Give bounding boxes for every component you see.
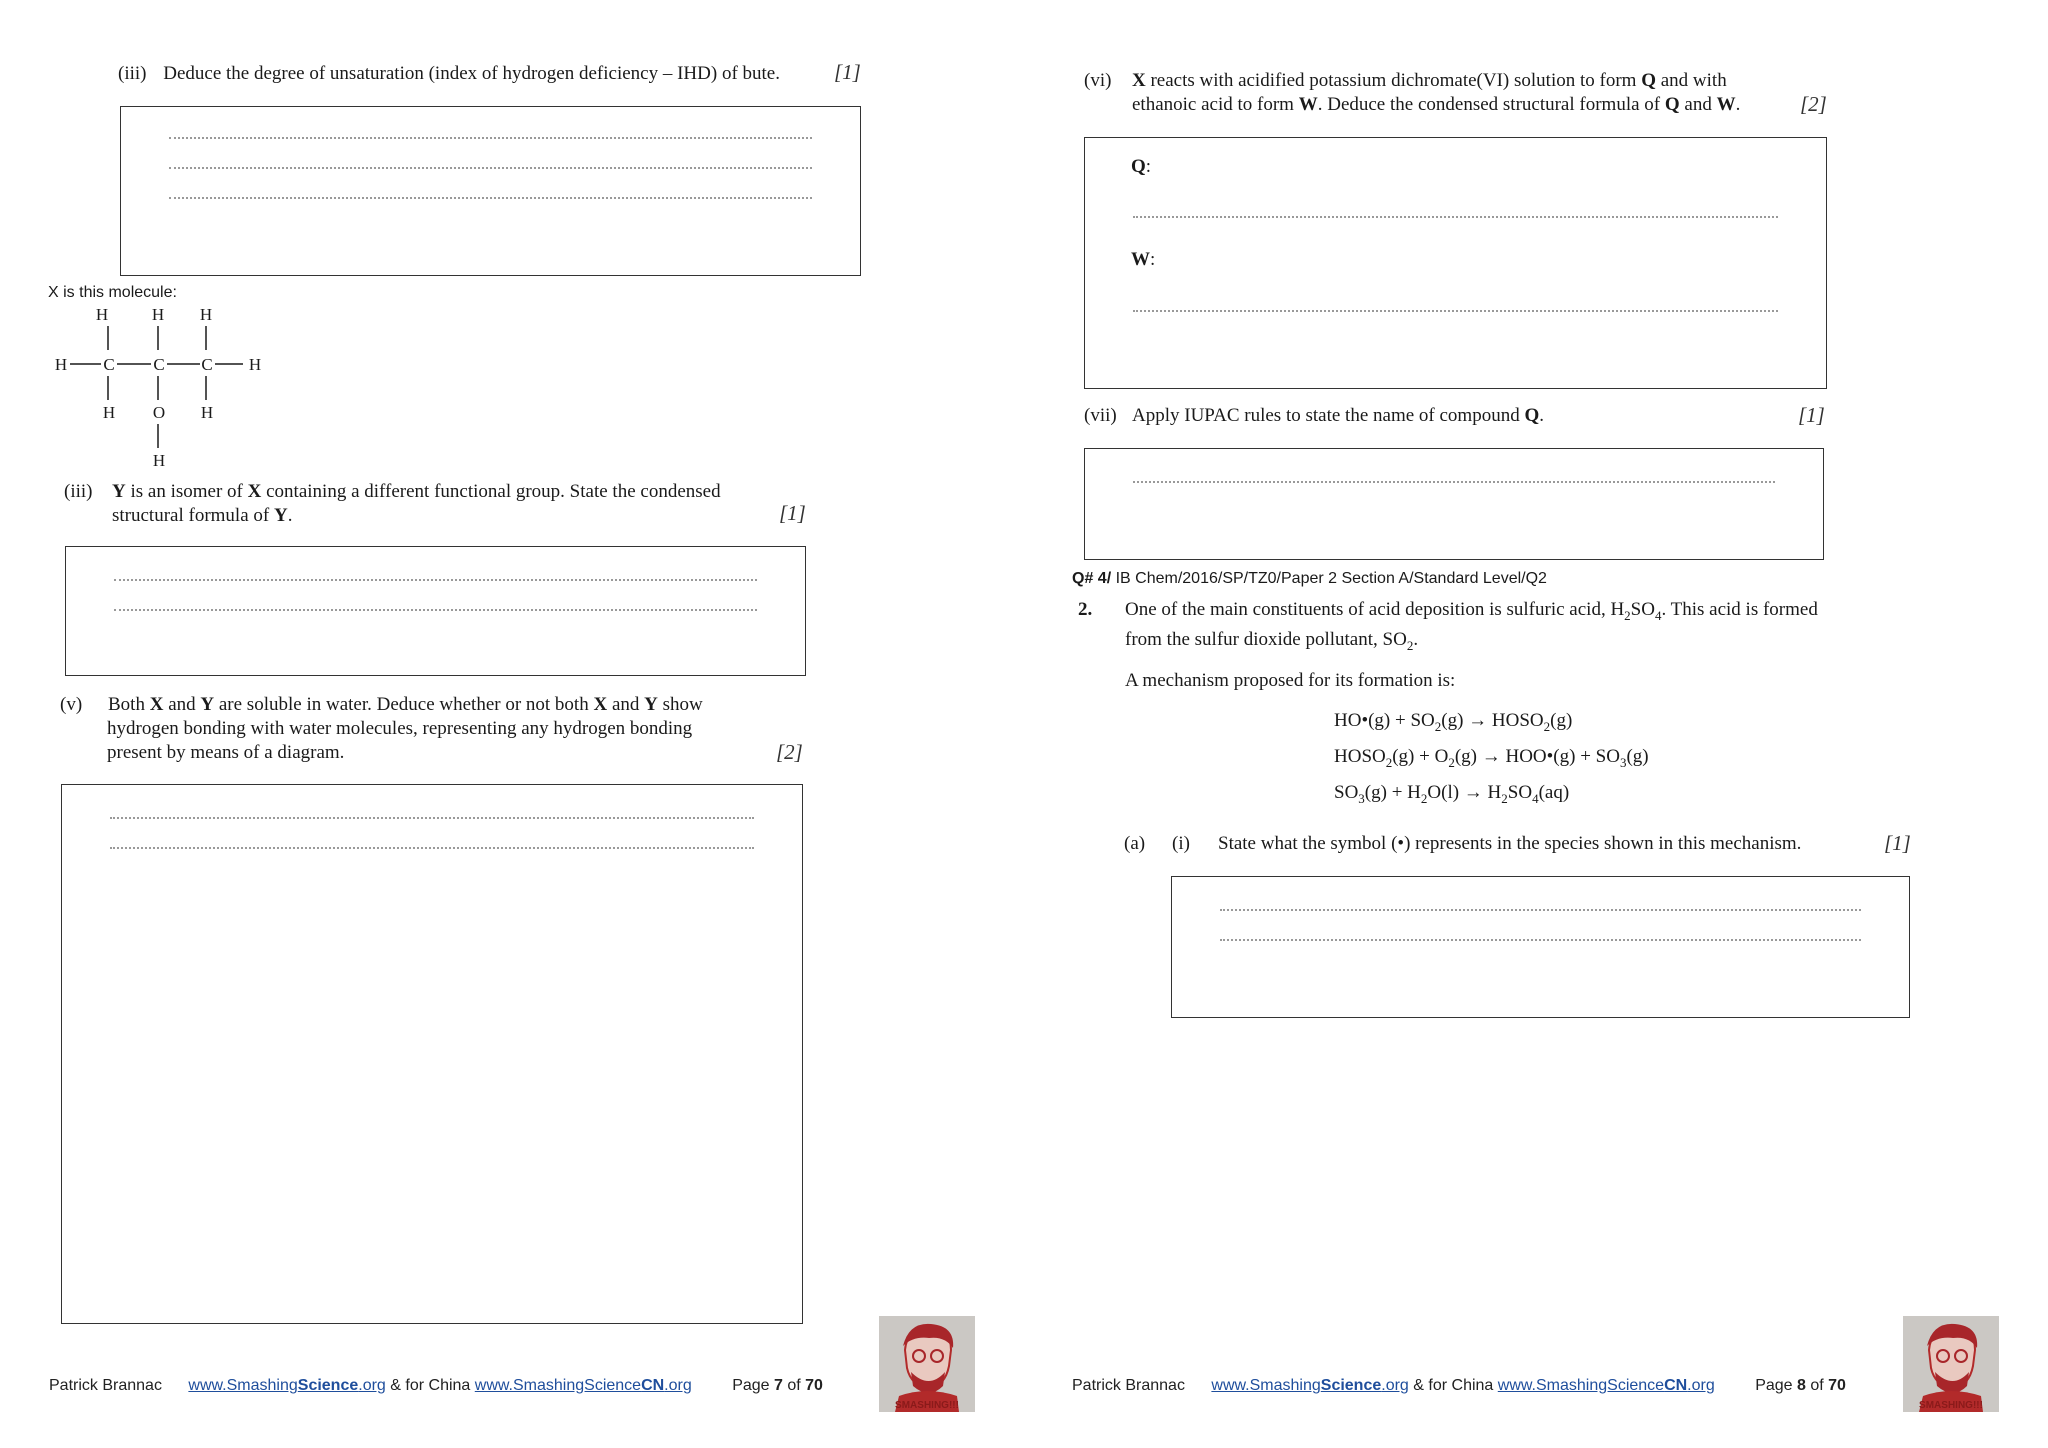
question-text: is an isomer of — [125, 481, 248, 502]
question-iii-ihd — [118, 62, 780, 86]
question-vi-dichromate — [1084, 69, 1784, 117]
marks-label: [1] — [779, 501, 806, 525]
answer-box-isomer[interactable] — [65, 546, 806, 676]
question-number: 2. — [1078, 599, 1093, 620]
footer-author: Patrick Brannac — [1072, 1377, 1185, 1394]
punctuation: . — [287, 505, 293, 526]
page-footer — [1072, 1377, 1846, 1395]
mechanism-intro: A mechanism proposed for its formation is: — [1125, 670, 1456, 691]
answer-line — [110, 847, 754, 849]
answer-line — [169, 167, 812, 169]
answer-box-hydrogen-bonding[interactable] — [61, 784, 803, 1324]
atom-o: O — [152, 403, 166, 422]
molecule-x-ref: X — [1132, 70, 1146, 91]
question-text: ethanoic acid to form — [1132, 94, 1299, 115]
molecule-y-ref: Y — [112, 481, 126, 502]
answer-line — [1133, 310, 1778, 312]
china-site-link[interactable]: www.SmashingScienceCN.org — [1497, 1377, 1715, 1394]
question-text: present by means of a diagram. — [107, 742, 345, 763]
subpart-label: (i) — [1172, 833, 1190, 854]
molecule-x-ref: X — [247, 481, 262, 502]
equation-3: $SO_3(g) + H_2O(l) \to H_2SO_4(aq)$ — [1334, 781, 1570, 806]
smashing-logo — [1903, 1316, 1999, 1412]
page-number: Page 8 of 70 — [1755, 1377, 1846, 1394]
page-number: Page 7 of 70 — [732, 1377, 823, 1394]
question-text: Both — [108, 694, 150, 715]
mechanism-equations — [1334, 706, 1649, 813]
question-number: (v) — [60, 694, 83, 715]
answer-label-w: W: — [1131, 249, 1156, 270]
answer-box-symbol[interactable] — [1171, 876, 1910, 1018]
answer-box-ihd[interactable] — [120, 106, 861, 276]
answer-line — [1133, 481, 1775, 483]
question-text: and — [1679, 94, 1717, 115]
molecule-y-ref: Y — [644, 694, 658, 715]
marks-label: [1] — [1798, 403, 1825, 427]
smashing-logo — [879, 1316, 975, 1412]
question-source-header: Q# 4/ IB Chem/2016/SP/TZ0/Paper 2 Section A/Standard Level/Q2 — [1072, 570, 1547, 587]
cartoon-face-icon — [879, 1316, 975, 1412]
logo-text: SMASHING!!! — [895, 1400, 959, 1411]
marks-label: [2] — [776, 740, 803, 764]
answer-line — [114, 579, 757, 581]
footer-author: Patrick Brannac — [49, 1377, 162, 1394]
answer-line — [169, 197, 812, 199]
page-footer — [49, 1377, 823, 1395]
compound-q-ref: Q — [1641, 70, 1656, 91]
cartoon-face-icon — [1903, 1316, 1999, 1412]
atom-c: C — [103, 355, 115, 374]
question-text: reacts with acidified potassium dichromate(VI) solution to form — [1145, 70, 1642, 91]
compound-w-ref: W — [1298, 94, 1318, 115]
question-number: (iii) — [118, 63, 147, 84]
question-text: structural formula of — [112, 505, 274, 526]
molecule-y-ref: Y — [200, 694, 215, 715]
footer-text: & for China — [1408, 1377, 1498, 1394]
question-number: (iii) — [64, 481, 93, 502]
answer-label-q: Q: — [1131, 156, 1152, 177]
atom-h: H — [199, 305, 213, 324]
china-site-link[interactable]: www.SmashingScienceCN.org — [474, 1377, 692, 1394]
part-label: (a) — [1124, 833, 1146, 854]
atom-h: H — [200, 403, 214, 422]
molecule-y-ref: Y — [273, 505, 288, 526]
equation-1: HO•(g) + $SO_2(g)$ → $HOSO_2(g)$ — [1334, 710, 1573, 734]
answer-box-q-w[interactable] — [1084, 137, 1827, 389]
question-text: State what the symbol (•) represents in the species shown in this mechanism. — [1218, 833, 1802, 854]
equation-2: $HOSO_2(g) + O_2(g)$ → HOO•(g) + $SO_3(g)$ — [1334, 745, 1649, 770]
answer-box-iupac[interactable] — [1084, 448, 1824, 560]
answer-line — [1220, 909, 1861, 911]
answer-line — [110, 817, 754, 819]
question-text: Deduce the degree of unsaturation (index of hydrogen deficiency – IHD) of bute. — [163, 63, 780, 84]
punctuation: . — [1539, 405, 1544, 426]
site-link[interactable]: www.SmashingScience.org — [188, 1377, 386, 1394]
molecule-x-structure — [48, 302, 278, 472]
question-text: hydrogen bonding with water molecules, representing any hydrogen bonding — [107, 718, 693, 739]
marks-label: [1] — [834, 60, 861, 84]
atom-h: H — [248, 355, 262, 374]
footer-text: & for China — [385, 1377, 475, 1394]
compound-w-ref: W — [1716, 94, 1736, 115]
question-iii-isomer — [64, 480, 804, 528]
question-number: (vii) — [1084, 405, 1117, 426]
answer-line — [169, 137, 812, 139]
logo-text: SMASHING!!! — [1919, 1400, 1983, 1411]
question-2-intro: 2. One of the main constituents of acid deposition is sulfuric acid, $H_2SO_4$. This acid is formed from the sulfur dioxide pollutant, $SO_2$. — [1078, 599, 1818, 653]
compound-q-ref: Q — [1524, 405, 1540, 426]
question-vii-iupac — [1084, 404, 1544, 428]
compound-q-ref: Q — [1664, 94, 1680, 115]
question-text: containing a different functional group. State the condensed — [261, 481, 721, 502]
atom-h: H — [152, 451, 166, 470]
punctuation: . — [1735, 94, 1741, 115]
answer-line — [1133, 216, 1778, 218]
marks-label: [2] — [1800, 92, 1827, 116]
question-number: (vi) — [1084, 70, 1112, 91]
question-text: Apply IUPAC rules to state the name of compound — [1132, 405, 1525, 426]
answer-line — [1220, 939, 1861, 941]
question-text: show — [657, 694, 703, 715]
question-text: and — [163, 694, 201, 715]
molecule-x-ref: X — [149, 694, 164, 715]
question-text: and — [607, 694, 645, 715]
atom-h: H — [102, 403, 116, 422]
question-text: . Deduce the condensed structural formula of — [1317, 94, 1665, 115]
question-text: and with — [1655, 70, 1727, 91]
molecule-x-ref: X — [593, 694, 608, 715]
question-v-hydrogen-bonding — [60, 693, 756, 765]
molecule-label: X is this molecule: — [48, 284, 177, 301]
atom-h: H — [95, 305, 109, 324]
atom-h: H — [151, 305, 165, 324]
answer-line — [114, 609, 757, 611]
question-a-i-symbol — [1124, 832, 1801, 856]
marks-label: [1] — [1884, 831, 1911, 855]
atom-h: H — [54, 355, 68, 374]
question-text: are soluble in water. Deduce whether or not both — [214, 694, 594, 715]
atom-c: C — [153, 355, 165, 374]
atom-c: C — [201, 355, 213, 374]
site-link[interactable]: www.SmashingScience.org — [1211, 1377, 1409, 1394]
